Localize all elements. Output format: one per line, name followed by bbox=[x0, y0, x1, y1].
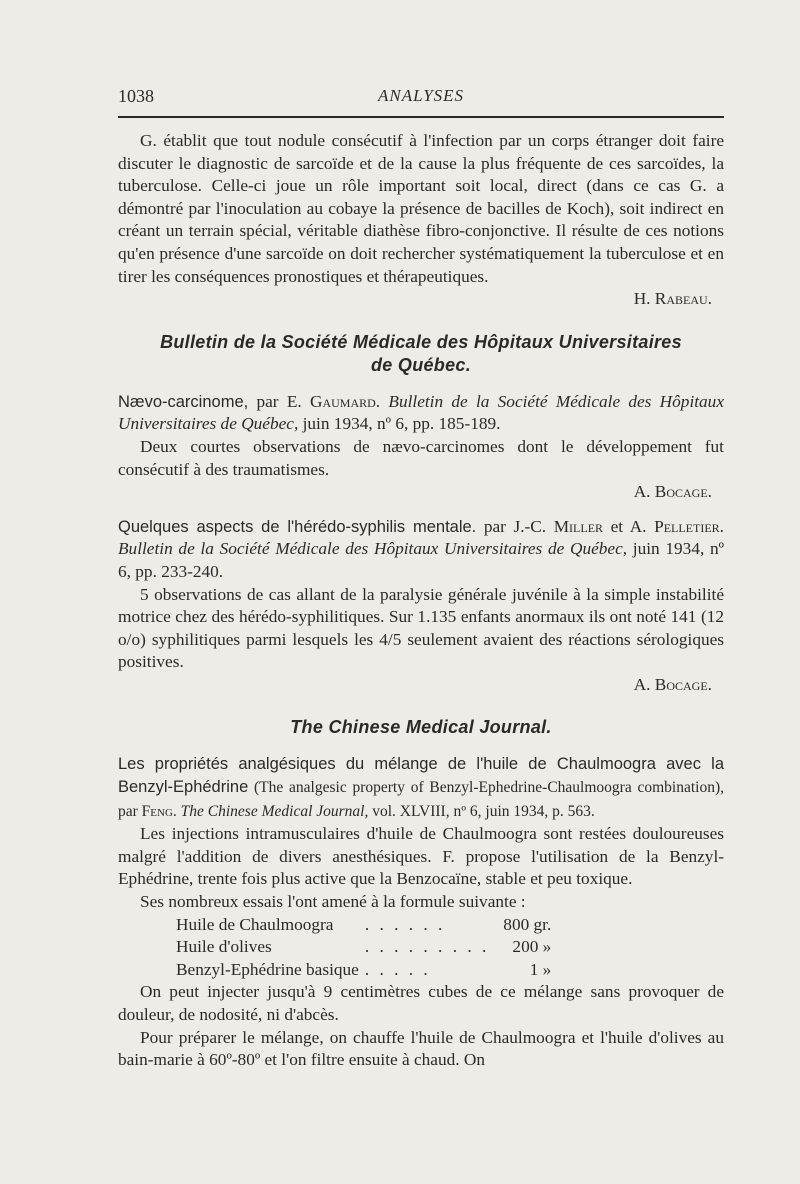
article-body: Les injections intramusculaires d'huile de Chaulmoogra sont restées douloureuses malgré l'addition de divers anesthésiques. F. propose l'utilisation de la Benzyl-Ephédrine, trente fois plus active que la Benzocaïne, stable et peu toxique. bbox=[118, 824, 724, 889]
author: Feng bbox=[141, 802, 173, 820]
article-citation: Nævo-carcinome, par E. Gaumard. Bulletin de la Société Médicale des Hôpitaux Universitaires de Québec, juin 1934, nº 6, pp. 185-189. bbox=[118, 391, 724, 434]
article-title: Quelques aspects de l'hérédo-syphilis mentale. bbox=[118, 517, 477, 536]
signature: A. Bocage. bbox=[633, 674, 712, 694]
running-title: ANALYSES bbox=[377, 86, 465, 105]
author: Gaumard bbox=[309, 391, 376, 411]
leader-dots: . . . . . bbox=[364, 959, 431, 979]
leader-dots: . . . . . . . . . bbox=[364, 937, 490, 957]
article-citation: Les propriétés analgésiques du mélange de l'huile de Chaulmoogra avec la Benzyl-Ephédrine (The analgesic property of Benzyl-Ephedrine-Chaulmoogra combination), par Feng. The Chinese Medical Journal, vol. XLVIII, nº 6, juin 1934, p. 563. bbox=[118, 755, 724, 820]
journal-heading bbox=[118, 716, 724, 739]
page-number: 1038 bbox=[118, 86, 154, 106]
signature: H. Rabeau. bbox=[633, 289, 712, 309]
source-journal: Bulletin de la Société Médicale des Hôpitaux Universitaires de Québec, bbox=[118, 539, 628, 559]
leader-dots: . . . . . . bbox=[364, 914, 446, 934]
ingredient-quantity: 200 » bbox=[512, 937, 552, 957]
author: Miller bbox=[553, 516, 604, 536]
source-journal: Bulletin de la Société Médicale des Hôpitaux Universitaires de Québec, bbox=[118, 391, 724, 434]
article-body: On peut injecter jusqu'à 9 centimètres cubes de ce mélange sans provoquer de douleur, de nodosité, ni d'abcès. bbox=[118, 982, 724, 1024]
article-body: Deux courtes observations de nævo-carcinomes dont le développement fut consécutif à des traumatismes. bbox=[118, 436, 724, 479]
page-content bbox=[118, 122, 724, 1072]
ingredient-quantity: 1 » bbox=[529, 959, 552, 979]
formula-row bbox=[176, 914, 551, 937]
header-rule bbox=[118, 116, 724, 118]
journal-heading bbox=[118, 331, 724, 377]
source-journal: The Chinese Medical Journal, bbox=[180, 802, 369, 820]
journal-title-line: de Québec. bbox=[370, 354, 472, 375]
article-title: Les propriétés analgésiques du mélange de l'huile de Chaulmoogra avec la Benzyl-Ephédrine bbox=[118, 755, 724, 797]
ingredient-name: Benzyl-Ephédrine basique bbox=[176, 959, 359, 979]
formula-row bbox=[176, 959, 551, 982]
ingredient-quantity: 800 gr. bbox=[503, 914, 552, 934]
journal-title-line: The Chinese Medical Journal. bbox=[290, 717, 552, 738]
signature: A. Bocage. bbox=[633, 482, 712, 502]
article-citation: Quelques aspects de l'hérédo-syphilis mentale. par J.-C. Miller et A. Pelletier. Bulletin de la Société Médicale des Hôpitaux Universitaires de Québec, juin 1934, nº 6, pp. 233-240. bbox=[118, 516, 724, 581]
article-body: 5 observations de cas allant de la paralysie générale juvénile à la simple instabilité motrice chez des hérédo-syphilitiques. Sur 1.135 enfants anormaux ils ont noté 141 (12 o/o) syphilitiques parmi lesquels les 4/5 seulement avaient des réactions sérologiques positives. bbox=[118, 584, 724, 672]
formula-table bbox=[176, 914, 551, 982]
article-title: Nævo-carcinome, bbox=[118, 392, 249, 411]
journal-title-line: Bulletin de la Société Médicale des Hôpitaux Universitaires bbox=[160, 331, 682, 352]
author: Pelletier bbox=[654, 516, 720, 536]
analysis-paragraph: G. établit que tout nodule consécutif à l'infection par un corps étranger doit faire discuter le diagnostic de sarcoïde et de la cause la plus fréquente de ces sarcoïdes, la tuberculose. Celle-ci joue un rôle important soit local, direct (dans ce cas G. a démontré par l'inoculation au cobaye la présence de bacilles de Koch), soit indirect en créant un terrain spécial, véritable diathèse fibro-conjonctive. Il résulte de ces notions qu'en présence d'une sarcoïde on doit rechercher systématiquement la tuberculose et en tirer les conséquences pronostiques et thérapeutiques. bbox=[118, 131, 724, 286]
ingredient-name: Huile d'olives bbox=[176, 937, 272, 957]
article-body: Pour préparer le mélange, on chauffe l'huile de Chaulmoogra et l'huile d'olives au bain-marie à 60º-80º et l'on filtre ensuite à chaud. On bbox=[118, 1027, 724, 1070]
page-header bbox=[118, 86, 724, 112]
article-body: Ses nombreux essais l'ont amené à la formule suivante : bbox=[140, 892, 526, 912]
ingredient-name: Huile de Chaulmoogra bbox=[176, 914, 334, 934]
formula-row bbox=[176, 936, 551, 959]
